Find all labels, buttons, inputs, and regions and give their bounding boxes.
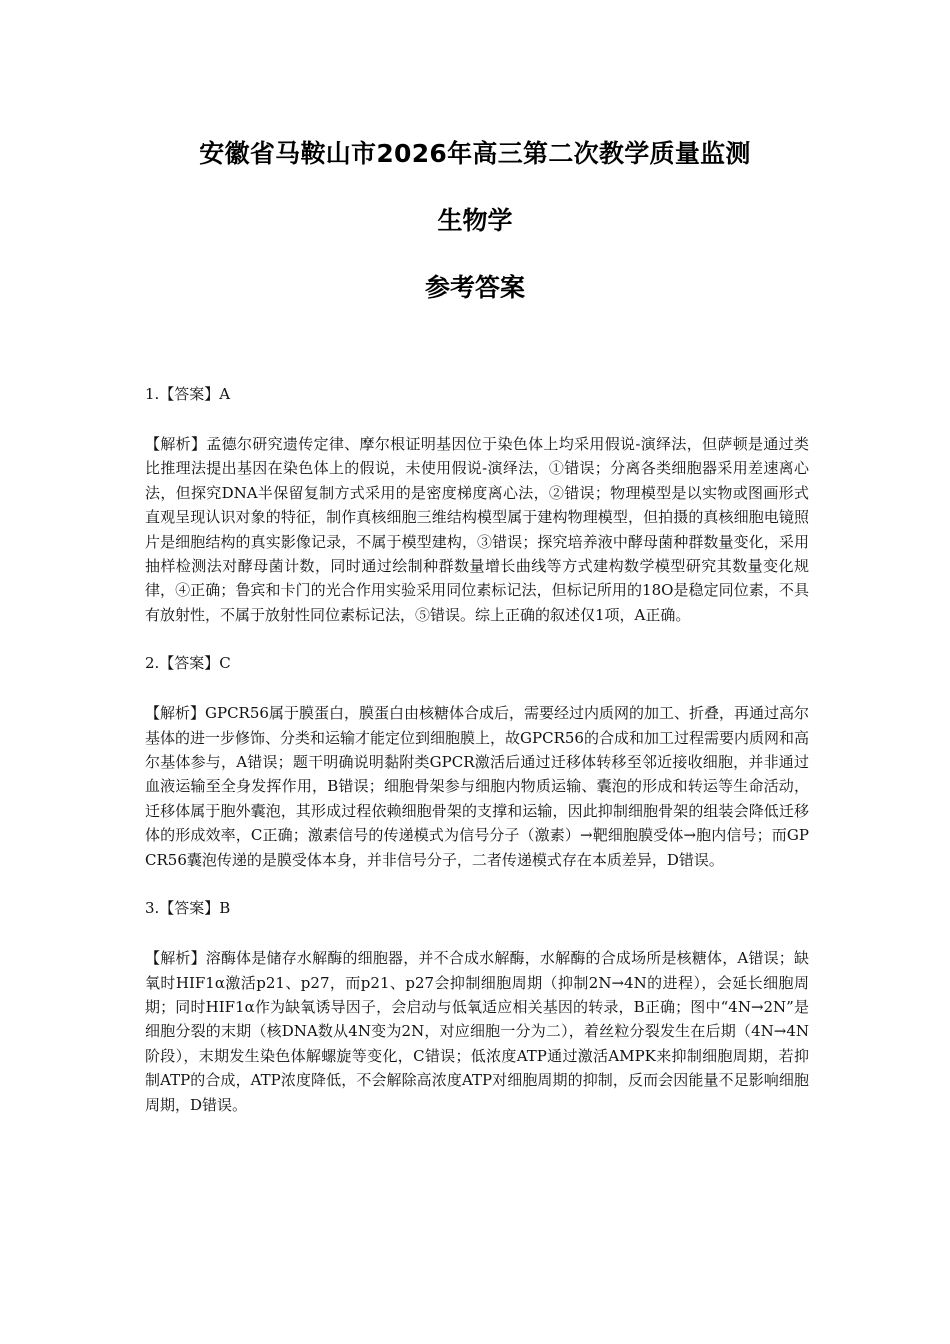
doc-type-title: 参考答案 (424, 273, 525, 302)
subject-title: 生物学 (437, 206, 513, 235)
page-title: 安徽省马鞍山市2026年高三第二次教学质量监测 (199, 139, 751, 168)
question-1 (145, 382, 809, 627)
answer-body (145, 382, 809, 1141)
answer-line: 3.【答案】B (145, 899, 231, 918)
analysis-paragraph: 【解析】溶酶体是储存水解酶的细胞器，并不合成水解酶，水解酶的合成场所是核糖体，A错误；缺氧时HIF1α激活p21、p27，而p21、p27会抑制细胞周期（抑制2N→4N的进程），会延长细胞周期；同时HIF1α作为缺氧诱导因子，会启动与低氧适应相关基因的转录，B正确；图中“4N→2N”是细胞分裂的末期（核DNA数从4N变为2N，对应细胞一分为二），着丝粒分裂发生在后期（4N→4N阶段），末期发生染色体解螺旋等变化，C错误；低浓度ATP通过激活AMPK来抑制细胞周期，若抑制ATP的合成，ATP浓度降低，不会解除高浓度ATP对细胞周期的抑制，反而会因能量不足影响细胞周期，D错误。 (145, 949, 809, 1114)
question-2 (145, 651, 809, 872)
analysis-paragraph: 【解析】GPCR56属于膜蛋白，膜蛋白由核糖体合成后，需要经过内质网的加工、折叠，再通过高尔基体的进一步修饰、分类和运输才能定位到细胞膜上，故GPCR56的合成和加工过程需要内质网和高尔基体参与，A错误；题干明确说明黏附类GPCR激活后通过迁移体转移至邻近接收细胞，并非通过血液运输至全身发挥作用，B错误；细胞骨架参与细胞内物质运输、囊泡的形成和转运等生命活动，迁移体属于胞外囊泡，其形成过程依赖细胞骨架的支撑和运输，因此抑制细胞骨架的组装会降低迁移体的形成效率，C正确；激素信号的传递模式为信号分子（激素）→靶细胞膜受体→胞内信号；而GPCR56囊泡传递的是膜受体本身，并非信号分子，二者传递模式存在本质差异，D错误。 (145, 704, 809, 869)
answer-line: 1.【答案】A (145, 385, 231, 403)
analysis-paragraph: 【解析】孟德尔研究遗传定律、摩尔根证明基因位于染色体上均采用假说-演绎法，但萨顿是通过类比推理法提出基因在染色体上的假说，未使用假说-演绎法，①错误；分离各类细胞器采用差速离心法，但探究DNA半保留复制方式采用的是密度梯度离心法，②错误；物理模型是以实物或图画形式直观呈现认识对象的特征，制作真核细胞三维结构模型属于建构物理模型，但拍摄的真核细胞电镜照片是细胞结构的真实影像记录，不属于模型建构，③错误；探究培养液中酵母菌种群数量变化，采用抽样检测法对酵母菌计数，同时通过绘制种群数量增长曲线等方式建构数学模型研究其数量变化规律，④正确；鲁宾和卡门的光合作用实验采用同位素标记法，但标记所用的18O是稳定同位素，不具有放射性，不属于放射性同位素标记法，⑤错误。综上正确的叙述仅1项，A正确。 (145, 435, 809, 624)
question-3 (145, 896, 809, 1117)
answer-line: 2.【答案】C (145, 654, 231, 673)
